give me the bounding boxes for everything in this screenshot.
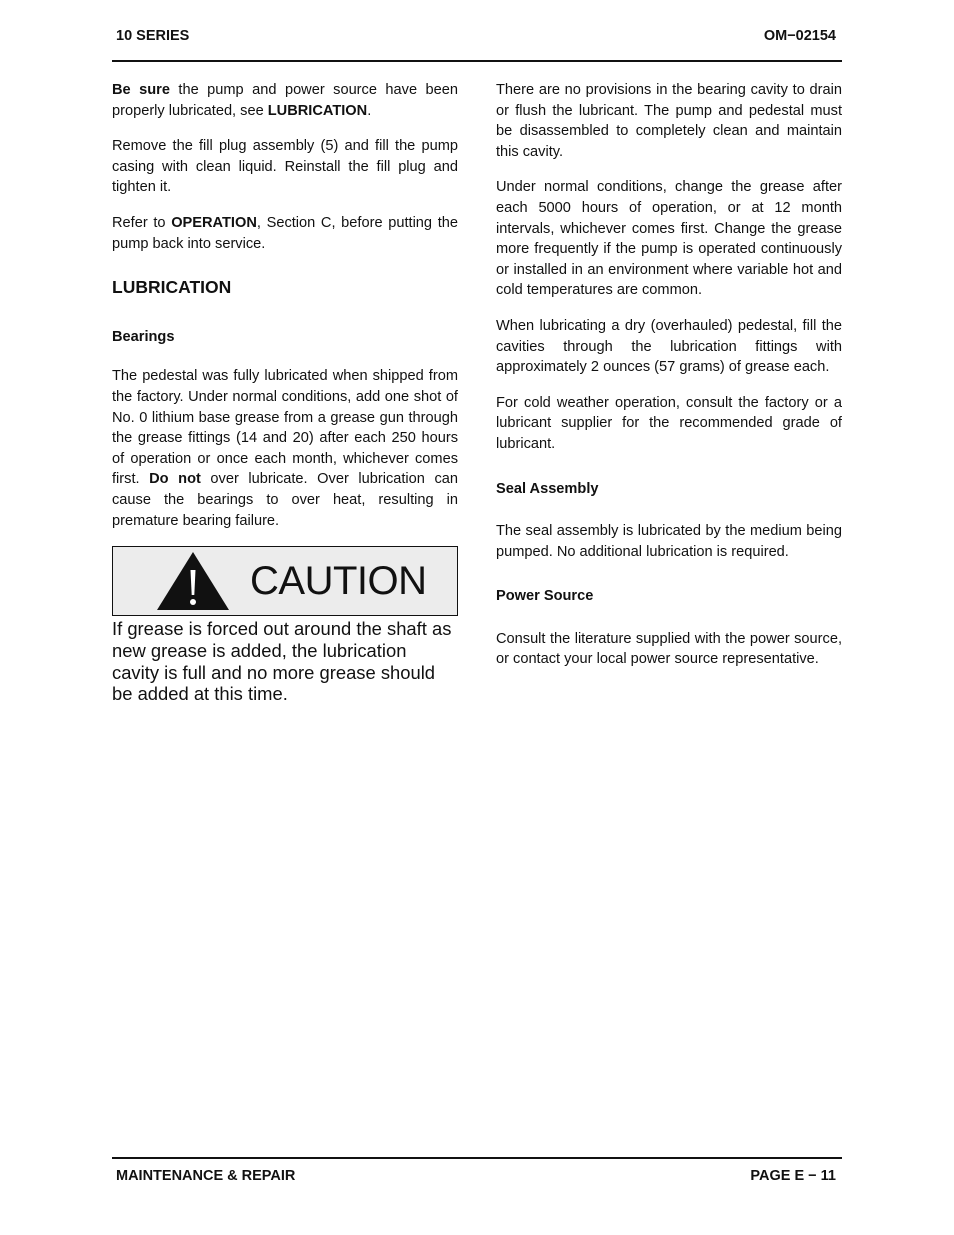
cold-weather-paragraph: For cold weather operation, consult the factory or a lubricant supplier for the recommended grade of lubricant. bbox=[496, 394, 842, 452]
power-source-heading: Power Source bbox=[496, 588, 594, 605]
page-header bbox=[112, 26, 842, 62]
right-column bbox=[496, 80, 842, 685]
intro-paragraph: Be sure the pump and power source have been properly lubricated, see LUBRICATION. bbox=[112, 82, 458, 119]
seal-assembly-paragraph: The seal assembly is lubricated by the medium being pumped. No additional lubrication is required. bbox=[496, 523, 842, 560]
caution-text: If grease is forced out around the shaft as new grease is added, the lubrication cavity is full and no more grease should be added at this time. bbox=[112, 618, 452, 705]
power-source-paragraph: Consult the literature supplied with the power source, or contact your local power source representative. bbox=[496, 630, 842, 668]
seal-assembly-heading: Seal Assembly bbox=[496, 480, 599, 497]
lubrication-heading: LUBRICATION bbox=[112, 277, 232, 298]
dry-pedestal-paragraph: When lubricating a dry (overhauled) pedestal, fill the cavities through the lubrication fittings with approximately 2 ounces (57 grams) of grease each. bbox=[496, 317, 842, 376]
fill-plug-paragraph: Remove the fill plug assembly (5) and fill the pump casing with clean liquid. Reinstall the fill plug and tighten it. bbox=[112, 138, 458, 196]
header-series: 10 SERIES bbox=[116, 28, 190, 44]
warning-triangle-icon bbox=[155, 550, 231, 612]
do-not-bold: Do not bbox=[149, 471, 201, 488]
footer-section: MAINTENANCE & REPAIR bbox=[116, 1168, 296, 1184]
footer-page-number: PAGE E − 11 bbox=[750, 1168, 836, 1184]
bearing-cavity-paragraph: There are no provisions in the bearing cavity to drain or flush the lubricant. The pump and pedestal must be disassembled to completely clean and maintain this cavity. bbox=[496, 82, 842, 160]
operation-ref-paragraph: Refer to OPERATION, Section C, before putting the pump back into service. bbox=[112, 214, 458, 252]
grease-change-paragraph: Under normal conditions, change the grease after each 5000 hours of operation, or at 12 month intervals, whichever comes first. Change the grease more frequently if the pump is operated continuously or installed in an environment where variable hot and cold temperatures are common. bbox=[496, 179, 842, 299]
operation-ref: OPERATION bbox=[171, 214, 257, 231]
caution-label: CAUTION bbox=[250, 559, 427, 604]
page-footer bbox=[112, 1157, 842, 1189]
header-doc-number: OM−02154 bbox=[763, 28, 836, 44]
left-column bbox=[112, 80, 458, 720]
bearings-paragraph: The pedestal was fully lubricated when shipped from the factory. Under normal conditions, add one shot of No. 0 lithium base grease from a grease gun through the grease fittings (14 and 20) after each 250 hours of operation or once each month, whichever comes first. Do not over lubricate. Over lubrication can cause the bearings to over heat, resulting in premature bearing failure. bbox=[112, 368, 458, 529]
caution-banner bbox=[112, 546, 458, 616]
be-sure-bold: Be sure bbox=[112, 82, 170, 98]
bearings-heading: Bearings bbox=[112, 328, 175, 345]
lubrication-ref: LUBRICATION bbox=[267, 102, 368, 119]
